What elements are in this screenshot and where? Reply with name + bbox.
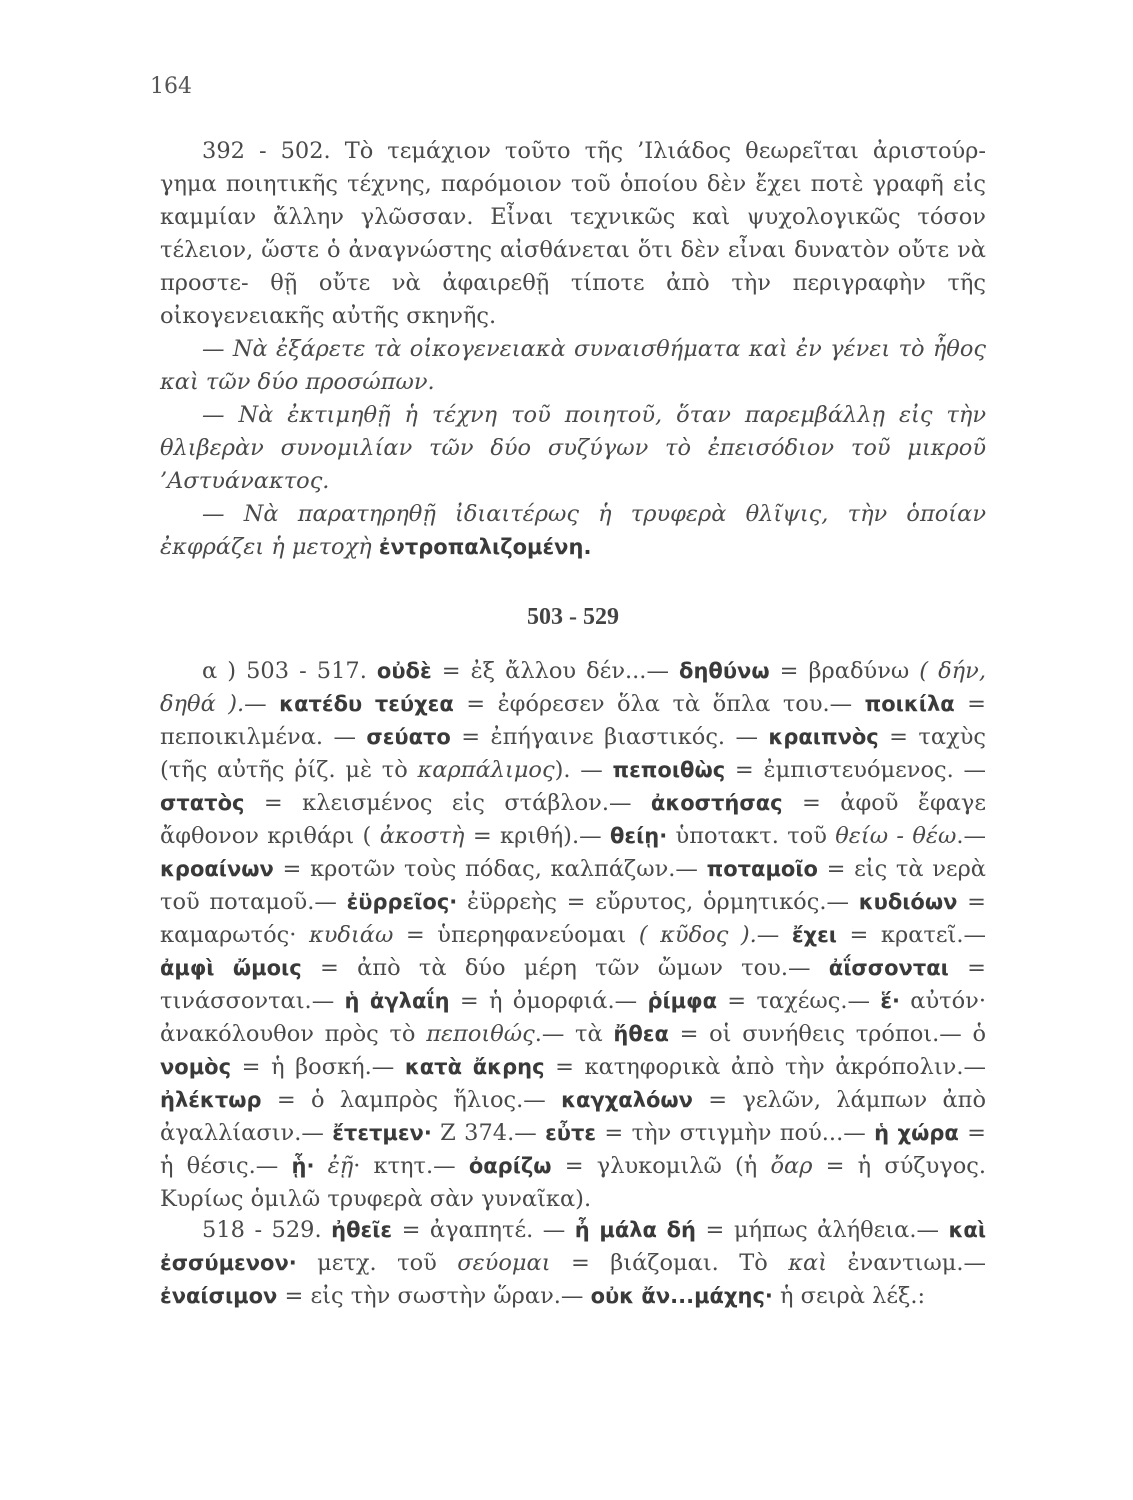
gloss-term: ποταμοῖο xyxy=(706,857,818,881)
gloss-term: ἤθεα xyxy=(613,1022,669,1046)
gloss-term: ἐναίσιμον xyxy=(160,1284,278,1308)
gloss-term: ἠλέκτωρ xyxy=(160,1088,262,1112)
gloss-term: ἀμφὶ ὤμοις xyxy=(160,956,302,980)
gloss-term: ἀΐσσονται xyxy=(828,956,949,980)
section-b-glossary: 518 - 529. ἠθεῖε = ἀγαπητέ. — ἦ μάλα δή = μήπως ἀλήθεια.— καὶ ἐσσύμενον· μετχ. τοῦ σεύομαι = βιάζομαι. Τὸ καὶ ἐναντιωμ.— ἐναίσιμον = εἰς τὴν σωστὴν ὥραν.— οὐκ ἄν...μάχης· ἡ σειρὰ λέξ.: xyxy=(160,1217,986,1309)
intro-text xyxy=(160,135,986,333)
gloss-italic: θείω - θέω xyxy=(835,823,957,849)
gloss-term: ῥίμφα xyxy=(647,989,717,1013)
gloss-term: πεποιθὼς xyxy=(612,758,726,782)
gloss-term: ἀκοστήσας xyxy=(650,791,783,815)
gloss-term: ἐϋρρεῖος· xyxy=(346,890,458,914)
gloss-term: οὐδὲ xyxy=(376,659,432,683)
gloss-term: θείῃ· xyxy=(609,824,668,848)
gloss-italic: σεύομαι xyxy=(457,1250,551,1276)
gloss-term: κροαίνων xyxy=(160,857,274,881)
gloss-term: οὐκ ἄν...μάχης· xyxy=(590,1284,773,1308)
gloss-italic: ( κῦδος ). xyxy=(638,922,757,948)
intro-paragraph xyxy=(160,135,986,564)
gloss-term: ὀαρίζω xyxy=(468,1154,552,1178)
gloss-term: νομὸς xyxy=(160,1055,232,1079)
gloss-italic: ἀκοστὴ xyxy=(379,823,465,849)
gloss-term: ἠθεῖε xyxy=(331,1218,393,1242)
gloss-term: ἕ· xyxy=(880,989,900,1013)
gloss-italic: ὄαρ xyxy=(770,1153,813,1179)
gloss-term: ᾗ· xyxy=(291,1154,315,1178)
gloss-term: ἦ μάλα δή xyxy=(574,1218,696,1242)
gloss-term: κυδιόων xyxy=(858,890,958,914)
intro-line: θῇ οὔτε νὰ ἀφαιρεθῇ τίποτε ἀπὸ τὴν περιγραφὴν τῆς οἰκογενειακῆς xyxy=(160,270,986,329)
intro-line: γημα ποιητικῆς τέχνης, παρόμοιον τοῦ ὁποίου δὲν ἔχει ποτὲ γραφῆ εἰς xyxy=(160,171,986,197)
gloss-term: ἡ ἀγλαΐη xyxy=(344,989,450,1013)
gloss-term: στατὸς xyxy=(160,791,245,815)
gloss-term: κατέδυ τεύχεα xyxy=(279,692,454,716)
question-1-text: — Νὰ ἐξάρετε τὰ οἰκογενειακὰ συναισθήματα καὶ ἐν γένει τὸ ἦθος καὶ τῶν δύο προσώπων. xyxy=(160,336,986,395)
question-1 xyxy=(160,333,986,399)
section-a-glossary: α ) 503 - 517. οὐδὲ = ἐξ ἄλλου δέν...— δηθύνω = βραδύνω ( δήν, δηθά ).— κατέδυ τεύχεα = ἐφόρεσεν ὅλα τὰ ὅπλα του.— ποικίλα = πεποικιλμένα. — σεύατο = ἐπήγαινε βιαστικός. — κραιπνὸς = ταχὺς (τῆς αὐτῆς ῥίζ. μὲ τὸ καρπάλιμος). — πεποιθὼς = ἐμπιστευόμενος. — στατὸς = κλεισμένος εἰς στάβλον.— ἀκοστήσας = ἀφοῦ ἔφαγε ἄφθονον κριθάρι ( ἀκοστὴ = κριθή).— θείῃ· ὑποτακτ. τοῦ θείω - θέω.— κροαίνων = κροτῶν τοὺς πόδας, καλπάζων.— ποταμοῖο = εἰς τὰ νερὰ τοῦ ποταμοῦ.— ἐϋρρεῖος· ἐϋρρεὴς = εὔρυτος, ὁρμητικός.— κυδιόων = καμαρωτός· κυδιάω = ὑπερηφανεύομαι ( κῦδος ).— ἔχει = κρατεῖ.— ἀμφὶ ὤμοις = ἀπὸ τὰ δύο μέρη τῶν ὤμων του.— ἀΐσσονται = τινάσσονται.— ἡ ἀγλαΐη = ἡ ὀμορφιά.— ῥίμφα = ταχέως.— ἕ· αὐτόν· ἀνακόλουθον πρὸς τὸ πεποιθώς.— τὰ ἤθεα = οἱ συνήθεις τρόποι.— ὁ νομὸς = ἡ βοσκή.— κατὰ ἄκρης = κατηφορικὰ ἀπὸ τὴν ἀκρόπολιν.— ἠλέκτωρ = ὁ λαμπρὸς ἥλιος.— καγχαλόων = γελῶν, λάμπων ἀπὸ ἀγαλλίασιν.— ἔτετμεν· Ζ 374.— εὖτε = τὴν στιγμὴν πού...— ἡ χώρα = ἡ θέσις.— ᾗ· ἐῇ· κτητ.— ὀαρίζω = γλυκομιλῶ (ἡ ὄαρ = ἡ σύζυγος. Κυρίως ὁμιλῶ τρυφερὰ σὰν γυναῖκα). xyxy=(160,658,987,1212)
question-2 xyxy=(160,399,986,498)
gloss-term: σεύατο xyxy=(366,725,451,749)
intro-line: αὐτῆς σκηνῆς. xyxy=(331,303,497,329)
gloss-italic: ἐῇ xyxy=(327,1153,354,1179)
gloss-italic: καρπάλιμος xyxy=(417,757,555,783)
gloss-italic: πεποιθώς xyxy=(426,1021,535,1047)
question-3-text: — Νὰ παρατηρηθῇ ἰδιαιτέρως ἡ τρυφερὰ θλῖψις, τὴν ὁποίαν ἐκφράζει ἡ μετοχὴ xyxy=(160,501,986,560)
intro-line: ὥστε ὁ ἀναγνώστης αἰσθάνεται ὅτι δὲν εἶναι δυνατὸν οὔτε νὰ προστε- xyxy=(160,237,986,296)
gloss-term: καγχαλόων xyxy=(561,1088,693,1112)
gloss-italic: ( δήν, δηθά ). xyxy=(160,658,986,717)
question-3-term: ἐντροπαλιζομένη. xyxy=(378,535,592,559)
gloss-term: ποικίλα xyxy=(864,692,955,716)
gloss-term: ἡ χώρα xyxy=(874,1121,959,1145)
gloss-italic: καὶ xyxy=(788,1250,828,1276)
gloss-term: καὶ ἐσσύμενον· xyxy=(160,1218,986,1275)
gloss-term: δηθύνω xyxy=(679,659,770,683)
gloss-term: κραιπνὸς xyxy=(768,725,879,749)
question-3 xyxy=(160,498,986,564)
gloss-term: εὖτε xyxy=(545,1121,597,1145)
intro-line: καμμίαν ἄλλην γλῶσσαν. Εἶναι τεχνικῶς καὶ ψυχολογικῶς τόσον τέλειον, xyxy=(160,204,986,263)
question-2-text: — Νὰ ἐκτιμηθῇ ἡ τέχνη τοῦ ποιητοῦ, ὅταν παρεμβάλλῃ εἰς τὴν θλιβερὰν συνομιλίαν τῶν δύο συζύγων τὸ ἐπεισόδιον τοῦ μικροῦ ’Αστυάνακτος. xyxy=(160,402,986,494)
gloss-term: ἔτετμεν· xyxy=(332,1121,432,1145)
intro-line: 392 - 502. Τὸ τεμάχιον τοῦτο τῆς ’Ιλιάδος θεωρεῖται ἀριστούρ- xyxy=(202,138,986,164)
page-number: 164 xyxy=(150,74,192,99)
section-heading: 503 - 529 xyxy=(527,604,619,630)
gloss-italic: κυδιάω xyxy=(308,922,394,948)
gloss-term: κατὰ ἄκρης xyxy=(404,1055,545,1079)
gloss-term: ἔχει xyxy=(791,923,837,947)
